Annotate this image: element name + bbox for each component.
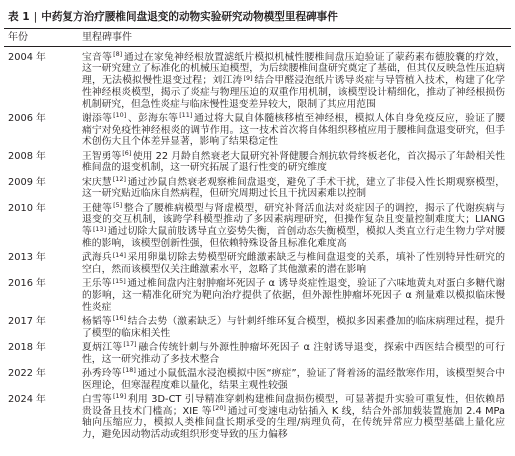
milestone-event-cell <box>82 367 511 393</box>
table-row <box>4 367 511 393</box>
citation-reference: [9] <box>243 73 253 82</box>
table-row <box>4 47 511 112</box>
citation-reference: [20] <box>212 404 226 413</box>
event-text: 武海兵 <box>82 252 112 264</box>
year-cell: 2004 年 <box>8 51 46 63</box>
year-cell: 2022 年 <box>8 367 46 379</box>
citation-reference: [5] <box>113 201 123 210</box>
citation-reference: [14] <box>112 250 126 259</box>
milestone-event-cell <box>82 201 511 251</box>
event-text: 白雪等 <box>82 393 113 405</box>
table-row <box>4 112 511 150</box>
table-row <box>4 341 511 367</box>
table-label: 表 1 <box>8 11 30 23</box>
event-text: 整合了腰椎病模型与肾虚模型，研究补肾活血法对炎症因子的调控，揭示了代谢疾病与退变的交互机制，该跨学科模型推动了多因素病理研究，但操作复杂且变量控制难度大；LIANG 等 <box>82 202 506 238</box>
year-cell: 2013 年 <box>8 252 46 264</box>
milestone-table <box>4 28 511 442</box>
citation-reference: [12] <box>112 175 126 184</box>
column-header-year: 年份 <box>4 29 82 47</box>
event-text: 宝音等 <box>82 51 113 63</box>
event-text: 通过小鼠低温水浸泡模拟中医“痹症”，验证了肾着汤的温经散寒作用，该模型契合中医理论，但寒湿程度难以量化，结果主观性较强 <box>82 367 506 391</box>
citation-reference: [13] <box>92 224 107 233</box>
table-header <box>4 29 511 47</box>
year-cell: 2024 年 <box>8 393 46 405</box>
event-text: 夏炳江等 <box>82 341 123 353</box>
event-text: 通过可变速电动钻插入 K 线，结合外部加载装置施加 2.4 MPa 轴向压缩应力，模拟人类椎间盘长期承受的生理/病理负荷，在传统异常应力模型基础上量化应力，避免因动物活动或组织形变导致的压力偏移 <box>82 405 505 441</box>
table-row <box>4 149 511 175</box>
citation-reference: [10] <box>113 111 127 120</box>
milestone-event-cell <box>82 251 511 277</box>
event-text: 、彭海东等 <box>127 112 179 124</box>
citation-reference: [15] <box>112 276 126 285</box>
event-text: 杨韬等 <box>82 315 112 327</box>
event-text: 孙秀玲等 <box>82 367 122 379</box>
year-cell: 2017 年 <box>8 315 46 327</box>
milestone-event-cell <box>82 149 511 175</box>
milestone-event-cell <box>82 47 511 112</box>
event-text: 融合传统针刺与外源性肿瘤坏死因子 α 注射诱导退变，探索中西医结合模型的可行性，这一研究推动了多技术整合 <box>82 341 506 365</box>
event-text: 通过切除大鼠前肢诱导直立姿势失衡，首创动态失衡模型，模拟人类直立行走生物力学对腰椎的影响，该模型创新性强，但依赖特殊设备且标准化难度高 <box>82 226 506 249</box>
milestone-event-cell <box>82 315 511 341</box>
citation-reference: [6] <box>122 149 132 158</box>
event-text: 采用卵巢切除去势模型研究雌激素缺乏与椎间盘退变的关系，填补了性别特异性研究的空白，然而该模型仅关注雌激素水平，忽略了其他激素的潜在影响 <box>82 252 506 275</box>
year-cell: 2006 年 <box>8 112 46 124</box>
year-cell: 2016 年 <box>8 278 46 290</box>
event-text: 通过将大鼠自体髓核移植至神经根，模拟人体自身免疫反应，验证了腰痛宁对免疫性神经根炎的调节作用。这一技术首次将自体组织移植应用于腰椎间盘退变研究，但手术创伤大且个体差异显著，影响了结果稳定性 <box>82 112 506 148</box>
caption-separator: | <box>33 11 38 23</box>
table-row <box>4 201 511 251</box>
year-cell: 2008 年 <box>8 150 46 162</box>
table-row <box>4 277 511 315</box>
milestone-event-cell <box>82 112 511 150</box>
event-text: 王健等 <box>82 202 113 214</box>
event-text: 通过沙鼠自然衰老观察椎间盘退变，避免了手术干扰，建立了非侵入性长期观察模型，这一研究贴近临床自然病程，但研究周期过长且干扰因素难以控制 <box>82 176 506 200</box>
event-text: 结合去势（激素缺乏）与针刺纤维环复合模型，模拟多因素叠加的临床病理过程，提升了模型的临床相关性 <box>82 315 506 339</box>
citation-reference: [17] <box>123 340 137 349</box>
milestone-event-cell <box>82 277 511 315</box>
table-row <box>4 315 511 341</box>
milestone-event-cell <box>82 175 511 201</box>
column-header-event: 里程碑事件 <box>82 29 511 47</box>
table-row <box>4 175 511 201</box>
event-text: 使用 22 月龄自然衰老大鼠研究补肾健腰合剂抗软骨终板老化，首次揭示了年龄相关性椎间盘的退变机制，这一研究拓展了退行性变的研究维度 <box>82 150 506 174</box>
table-container <box>4 28 511 442</box>
table-title: 中药复方治疗腰椎间盘退变的动物实验研究动物模型里程碑事件 <box>41 11 338 23</box>
table-header-row <box>4 29 511 47</box>
citation-reference: [19] <box>113 392 127 401</box>
table-row <box>4 393 511 443</box>
event-text: 利用 3D-CT 引导精准穿刺构建椎间盘损伤模型，可显著提升实验可重复性，但依赖昂贵设备且技术门槛高；XIE 等 <box>82 393 505 417</box>
table-caption <box>8 11 338 24</box>
event-text: 通过椎间盘内注射肿瘤坏死因子 α 诱导炎症性退变，验证了六味地黄丸对蛋白多糖代谢的影响，这一精准化研究为靶向治疗提供了依据，但外源性肿瘤坏死因子 α 剂量难以模拟临床慢性炎症 <box>82 278 506 313</box>
event-text: 王乐等 <box>82 278 112 290</box>
citation-reference: [18] <box>122 366 136 375</box>
citation-reference: [16] <box>112 314 126 323</box>
event-text: 宋庆慧 <box>82 176 112 188</box>
event-text: 谢添等 <box>82 112 113 124</box>
milestone-event-cell <box>82 341 511 367</box>
event-text: 结合甲醛浸泡纸片诱导炎症与导管植入技术，构建了化学性神经根炎模型，揭示了炎症与物理压迫的双重作用机制，该模型设计精细化，推动了神经根损伤机制研究，但急性炎症与临床慢性退变差异较大，限制了其应用范围 <box>82 75 506 110</box>
table-body <box>4 47 511 443</box>
milestone-event-cell <box>82 393 511 443</box>
citation-reference: [8] <box>113 50 123 59</box>
citation-reference: [11] <box>179 111 193 120</box>
event-text: 王智勇等 <box>82 150 122 162</box>
year-cell: 2018 年 <box>8 341 46 353</box>
event-text: 通过在家兔神经根放置滤纸片模拟机械性腰椎间盘压迫验证了蒙药素布德胶囊的疗效，这一研究建立了标准化的机械压迫模型，为后续腰椎间盘研究奠定了基础，但其仅反映急性压迫病理，无法模拟慢性退变过程；刘江涛 <box>82 51 506 87</box>
table-row <box>4 251 511 277</box>
year-cell: 2009 年 <box>8 176 46 188</box>
year-cell: 2010 年 <box>8 202 46 214</box>
